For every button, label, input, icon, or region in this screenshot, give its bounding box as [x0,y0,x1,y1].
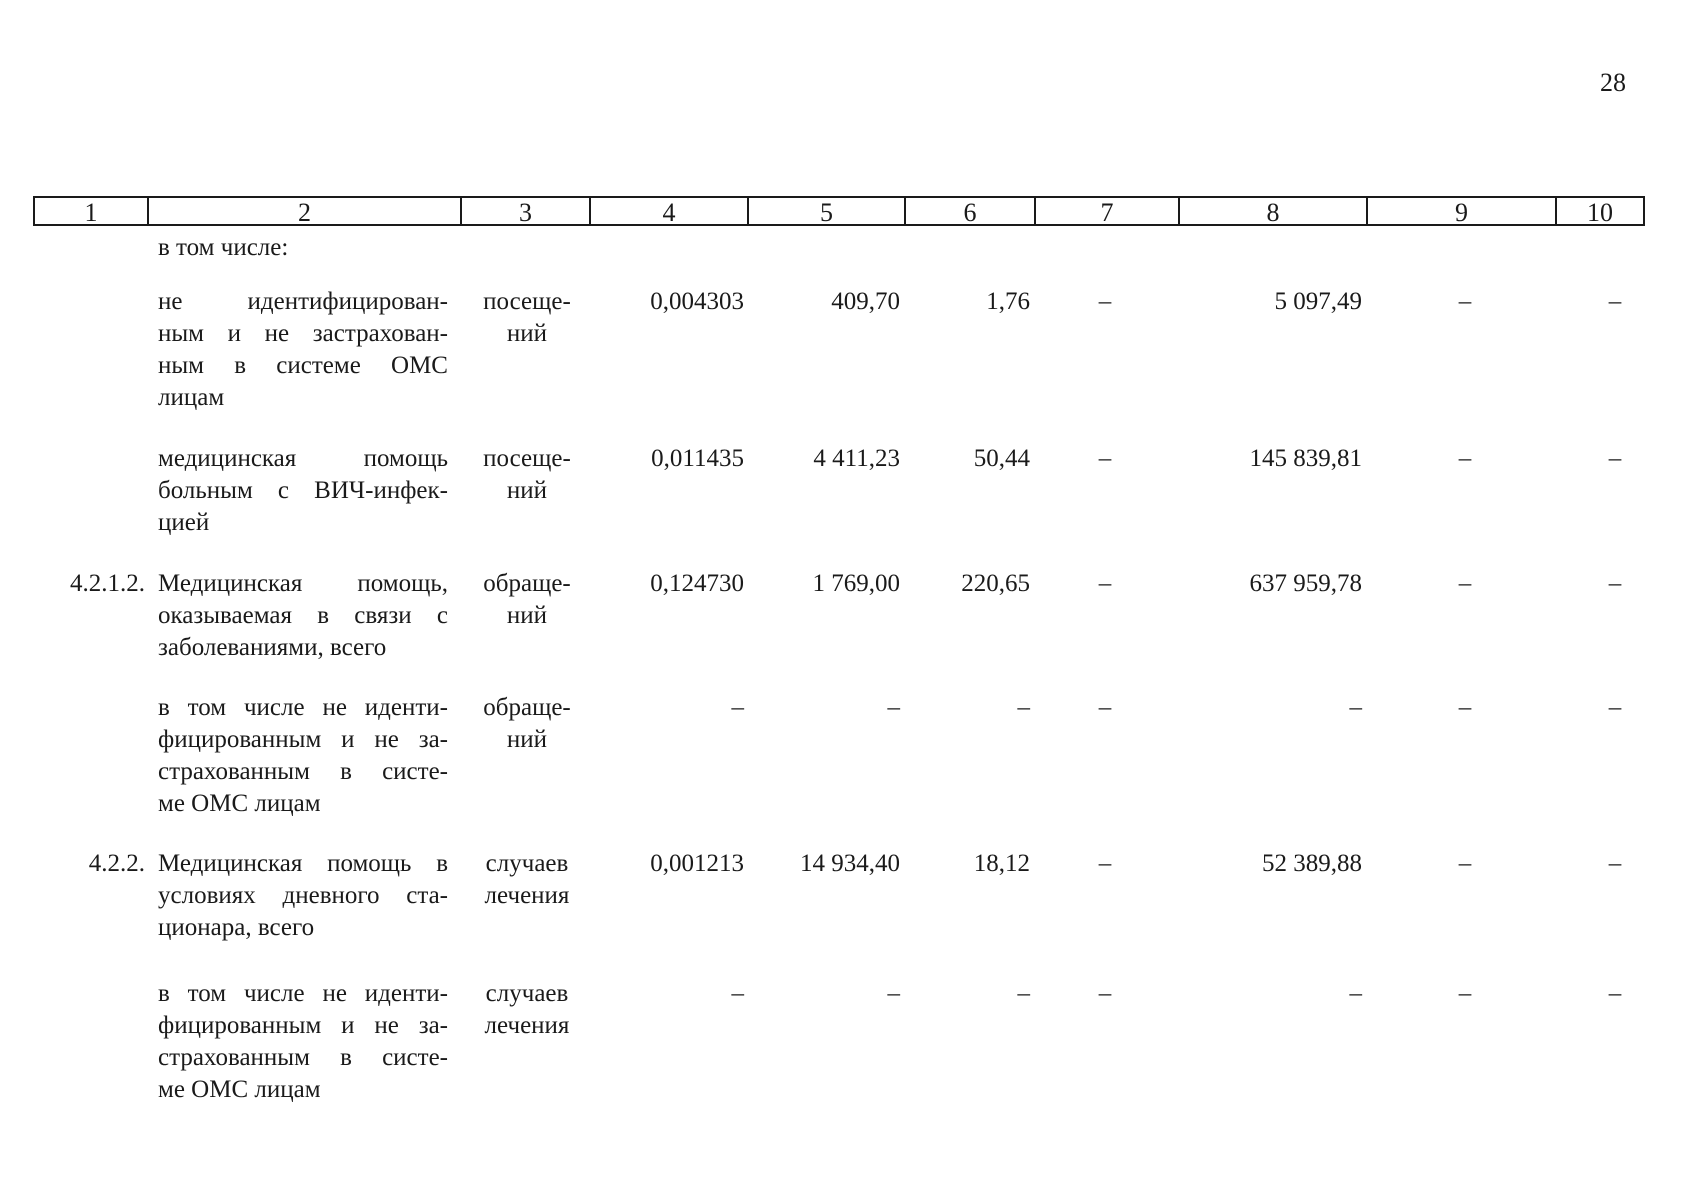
row-description [158,978,448,1106]
description-line: не идентифицирован- [158,288,448,315]
row-number: 4.2.2. [88,850,145,877]
unit-line: обраще- [483,570,571,597]
page-number: 28 [1600,68,1626,97]
description-line: Медицинская помощь, [158,570,448,597]
header-cell-10: 10 [1555,196,1645,226]
description-line: фицированным и не за- [158,1012,448,1039]
description-line: ным и не застрахован- [158,320,448,347]
cell-col-9: – [1458,445,1472,472]
cell-col-6: – [1017,694,1030,721]
description-line: фицированным и не за- [158,726,448,753]
header-cell-4: 4 [589,196,749,226]
header-cell-7: 7 [1034,196,1180,226]
unit-line: ний [506,320,548,347]
cell-col-7: – [1098,850,1112,877]
cell-col-5: 1 769,00 [812,570,900,597]
description-line: страхованным в систе- [158,1044,448,1071]
unit-line: ний [506,477,548,504]
row-description [158,286,448,414]
header-cell-8: 8 [1178,196,1368,226]
row-unit [462,848,592,912]
header-cell-2: 2 [147,196,462,226]
description-line: оказываемая в связи с [158,602,448,629]
cell-col-5: 409,70 [831,288,900,315]
cell-col-6: – [1017,980,1030,1007]
unit-line: лечения [484,1012,570,1039]
cell-col-10: – [1608,570,1622,597]
description-line: цией [158,509,210,536]
cell-col-6: 1,76 [986,288,1030,315]
description-line: Медицинская помощь в [158,850,448,877]
cell-col-7: – [1098,980,1112,1007]
description-line: ме ОМС лицам [158,1076,321,1103]
row-number: 4.2.1.2. [70,570,145,597]
cell-col-5: 4 411,23 [813,445,900,472]
intro-text: в том числе: [158,234,289,261]
cell-col-7: – [1098,694,1112,721]
row-unit [462,443,592,507]
unit-line: случаев [485,980,569,1007]
cell-col-5: – [887,980,900,1007]
table-header-row [33,196,1645,228]
cell-col-10: – [1608,980,1622,1007]
description-line: ционара, всего [158,914,315,941]
cell-col-8: 52 389,88 [1262,850,1362,877]
cell-col-10: – [1608,850,1622,877]
cell-col-4: 0,001213 [650,850,744,877]
cell-col-5: 14 934,40 [800,850,900,877]
cell-col-4: 0,124730 [650,570,744,597]
description-line: в том числе не иденти- [158,980,448,1007]
row-unit [462,692,592,756]
description-line: лицам [158,384,225,411]
unit-line: посеще- [483,445,571,472]
cell-col-8: – [1349,980,1362,1007]
unit-line: лечения [484,882,570,909]
cell-col-9: – [1458,850,1472,877]
row-description [158,692,448,820]
cell-col-4: – [731,694,744,721]
cell-col-10: – [1608,445,1622,472]
cell-col-8: – [1349,694,1362,721]
cell-col-9: – [1458,980,1472,1007]
cell-col-7: – [1098,570,1112,597]
cell-col-6: 18,12 [973,850,1030,877]
description-line: ным в системе ОМС [158,352,448,379]
unit-line: ний [506,726,548,753]
unit-line: посеще- [483,288,571,315]
cell-col-7: – [1098,445,1112,472]
cell-col-4: 0,011435 [651,445,744,472]
unit-line: ний [506,602,548,629]
unit-line: случаев [485,850,569,877]
cell-col-9: – [1458,288,1472,315]
row-unit [462,978,592,1042]
description-line: страхованным в систе- [158,758,448,785]
cell-col-10: – [1608,694,1622,721]
cell-col-4: – [731,980,744,1007]
cell-col-9: – [1458,694,1472,721]
header-cell-9: 9 [1366,196,1557,226]
row-unit [462,286,592,350]
cell-col-8: 145 839,81 [1249,445,1362,472]
row-description [158,443,448,539]
cell-col-6: 50,44 [973,445,1030,472]
header-cell-1: 1 [33,196,149,226]
cell-col-8: 5 097,49 [1274,288,1362,315]
description-line: заболеваниями, всего [158,634,387,661]
description-line: ме ОМС лицам [158,790,321,817]
cell-col-10: – [1608,288,1622,315]
cell-col-9: – [1458,570,1472,597]
cell-col-5: – [887,694,900,721]
header-cell-6: 6 [904,196,1036,226]
header-cell-5: 5 [747,196,906,226]
description-line: в том числе не иденти- [158,694,448,721]
cell-col-8: 637 959,78 [1249,570,1362,597]
row-description [158,848,448,944]
header-cell-3: 3 [460,196,591,226]
cell-col-7: – [1098,288,1112,315]
unit-line: обраще- [483,694,571,721]
cell-col-6: 220,65 [961,570,1030,597]
row-unit [462,568,592,632]
row-description [158,568,448,664]
description-line: условиях дневного ста- [158,882,448,909]
description-line: медицинская помощь [158,445,448,472]
cell-col-4: 0,004303 [650,288,744,315]
description-line: больным с ВИЧ-инфек- [158,477,448,504]
